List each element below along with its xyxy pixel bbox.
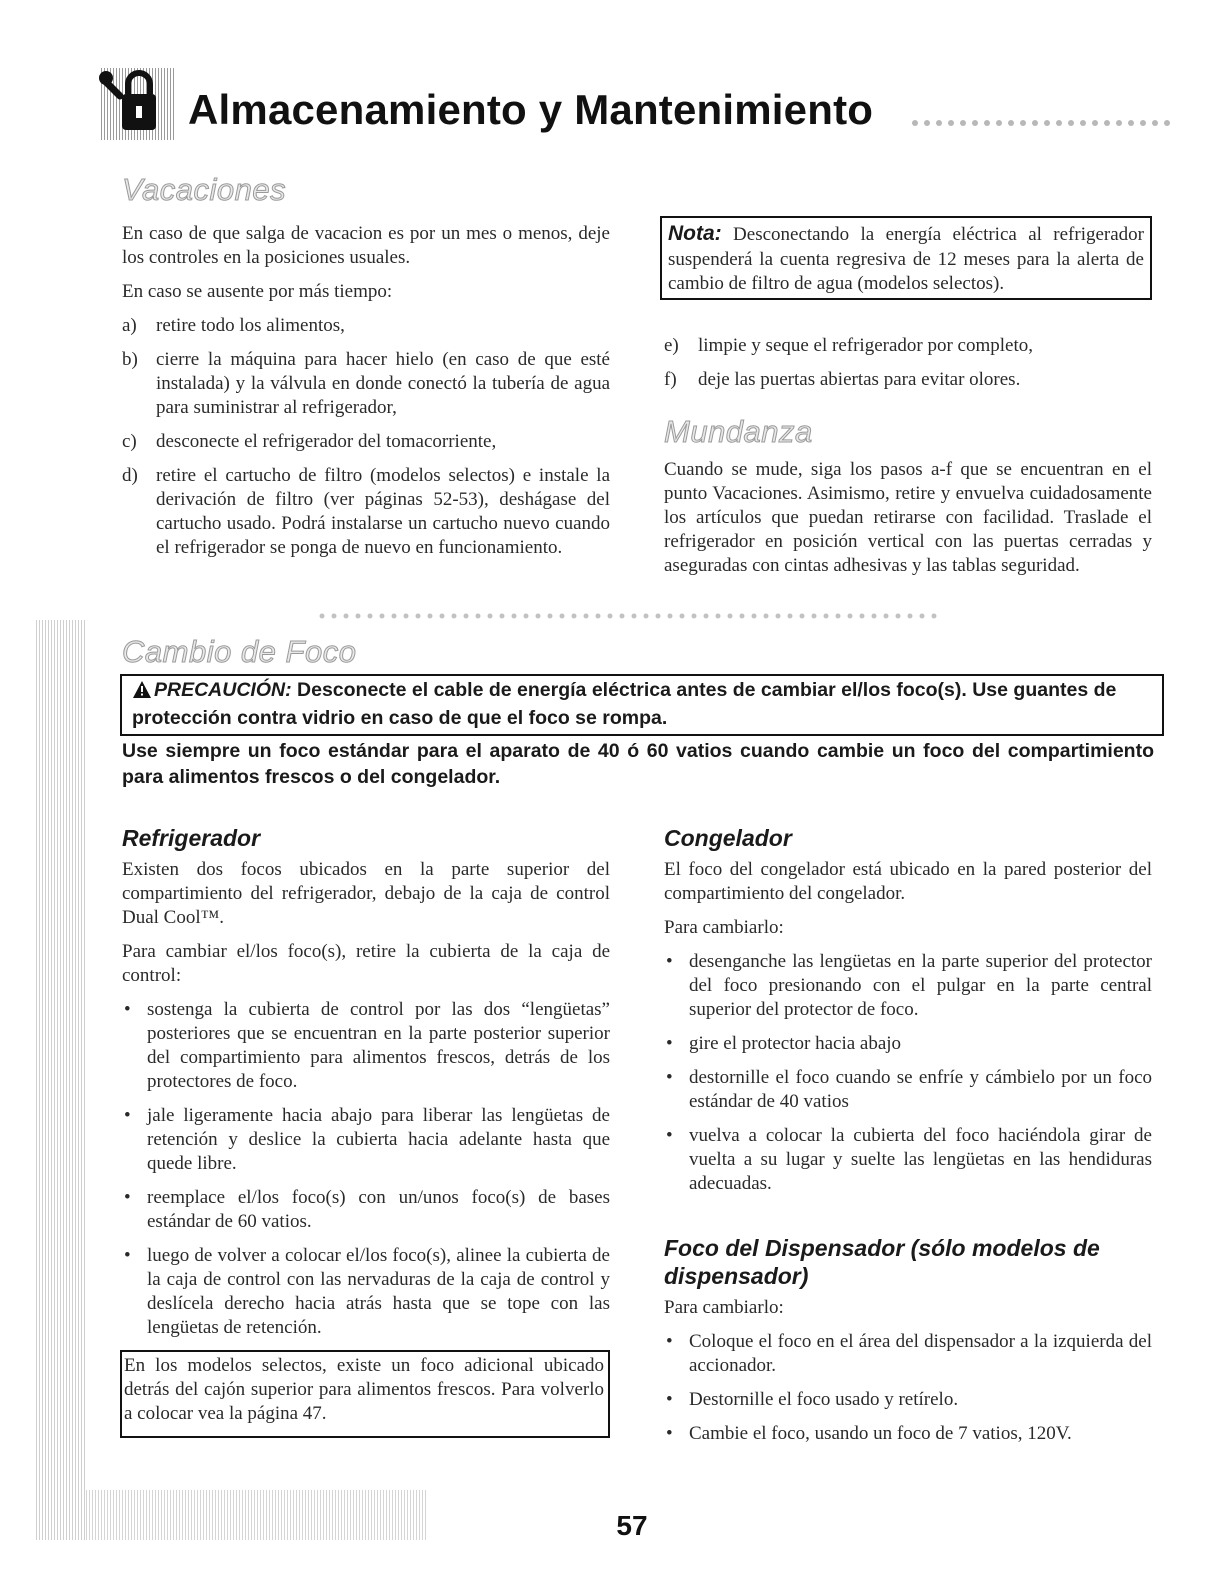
vacaciones-heading: Vacaciones xyxy=(122,172,287,207)
bullet-icon: • xyxy=(666,1389,673,1410)
bullet-icon: • xyxy=(666,1067,673,1088)
list-item-text: desenganche las lengüetas en la parte superior del protector del foco presionando con el pulgar en la parte central superior del protector de foco. xyxy=(689,951,1152,1020)
list-item xyxy=(122,1104,610,1176)
dispensador-bullets xyxy=(664,1330,1152,1446)
list-item xyxy=(664,1032,1152,1056)
list-item-text: retire el cartucho de filtro (modelos selectos) e instale la derivación de filtro (ver páginas 52-53), deshágase del cartucho usado. Podrá instalarse un cartucho nuevo cuando el refrigerador se ponga de nuevo en funcionamiento. xyxy=(156,465,610,558)
list-marker: e) xyxy=(664,335,679,356)
list-marker: d) xyxy=(122,465,138,486)
list-item-text: jale ligeramente hacia abajo para liberar las lengüetas de retención y deslice la cubierta hacia adelante hasta que quede libre. xyxy=(147,1105,610,1174)
refrigerador-column xyxy=(122,858,610,1438)
list-marker: f) xyxy=(664,369,677,390)
vacaciones-paragraph-2: En caso se ausente por más tiempo: xyxy=(122,281,393,302)
caution-label: PRECAUCIÓN: xyxy=(154,679,292,701)
list-item xyxy=(122,430,610,454)
sidebar-decoration xyxy=(36,620,86,1540)
list-marker: c) xyxy=(122,431,137,452)
list-item-text: deje las puertas abiertas para evitar olores. xyxy=(698,369,1021,390)
title-dot-leader xyxy=(910,116,1172,128)
list-item xyxy=(122,464,610,560)
refrigerador-note-box: En los modelos selectos, existe un foco adicional ubicado detrás del cajón superior para alimentos frescos. Para volverlo a colocar vea la página 47. xyxy=(120,1350,610,1438)
note-box xyxy=(660,216,1152,300)
list-item xyxy=(664,1388,1152,1412)
list-item xyxy=(664,368,1152,392)
bullet-icon: • xyxy=(124,999,131,1020)
cambio-foco-bold-text: Use siempre un foco estándar para el aparato de 40 ó 60 vatios cuando cambie un foco del compartimiento para alimentos frescos o del congelador. xyxy=(122,740,1154,788)
dispensador-paragraph-1: Para cambiarlo: xyxy=(664,1297,784,1318)
bullet-icon: • xyxy=(124,1105,131,1126)
dispensador-column xyxy=(664,1296,1152,1456)
vacaciones-left-column xyxy=(122,222,610,570)
bullet-icon: • xyxy=(666,1125,673,1146)
bullet-icon: • xyxy=(666,1033,673,1054)
list-item-text: vuelva a colocar la cubierta del foco haciéndola girar de vuelta a su lugar y suelte las lengüetas en las hendiduras adecuadas. xyxy=(689,1125,1152,1194)
congelador-heading: Congelador xyxy=(664,825,792,851)
list-item xyxy=(122,998,610,1094)
wrench-lock-icon xyxy=(98,66,176,142)
cambio-foco-heading: Cambio de Foco xyxy=(122,634,357,669)
vacaciones-list-right xyxy=(664,334,1152,392)
congelador-paragraph-2: Para cambiarlo: xyxy=(664,917,784,938)
congelador-paragraph-1: El foco del congelador está ubicado en la pared posterior del compartimiento del congelador. xyxy=(664,859,1152,904)
list-item xyxy=(664,1422,1152,1446)
list-item xyxy=(664,950,1152,1022)
bullet-icon: • xyxy=(666,951,673,972)
warning-triangle-icon xyxy=(132,680,154,706)
page-number: 57 xyxy=(616,1510,648,1541)
vacaciones-list-left xyxy=(122,314,610,560)
dispensador-heading: Foco del Dispensador (sólo modelos de dispensador) xyxy=(664,1235,1100,1289)
list-item xyxy=(122,348,610,420)
congelador-bullets xyxy=(664,950,1152,1196)
list-item-text: sostenga la cubierta de control por las dos “lengüetas” posteriores que se encuentran en la parte posterior superior del compartimiento para alimentos frescos, detrás de los protectores de foco. xyxy=(147,999,610,1092)
list-item xyxy=(122,1186,610,1234)
list-marker: b) xyxy=(122,349,138,370)
list-item xyxy=(664,1124,1152,1196)
note-text: Desconectando la energía eléctrica al refrigerador suspenderá la cuenta regresiva de 12 meses para la alerta de cambio de filtro de agua (modelos selectos). xyxy=(668,224,1144,294)
list-marker: a) xyxy=(122,315,137,336)
list-item-text: cierre la máquina para hacer hielo (en caso de que esté instalada) y la válvula en donde conectó la tubería de agua para suministrar al refrigerador, xyxy=(156,349,610,418)
refrigerador-paragraph-2: Para cambiar el/los foco(s), retire la cubierta de la caja de control: xyxy=(122,941,610,986)
vacaciones-right-column xyxy=(664,334,1152,402)
list-item-text: retire todo los alimentos, xyxy=(156,315,345,336)
list-item xyxy=(122,314,610,338)
footer-decoration xyxy=(86,1490,426,1540)
list-item xyxy=(122,1244,610,1340)
list-item xyxy=(664,1066,1152,1114)
vacaciones-paragraph-1: En caso de que salga de vacacion es por un mes o menos, deje los controles en la posiciones usuales. xyxy=(122,223,610,268)
refrigerador-bullets xyxy=(122,998,610,1340)
refrigerador-paragraph-1: Existen dos focos ubicados en la parte superior del compartimiento del refrigerador, debajo de la caja de control Dual Cool™. xyxy=(122,859,610,928)
bullet-icon: • xyxy=(124,1245,131,1266)
list-item-text: limpie y seque el refrigerador por completo, xyxy=(698,335,1034,356)
bullet-icon: • xyxy=(124,1187,131,1208)
list-item-text: Cambie el foco, usando un foco de 7 vatios, 120V. xyxy=(689,1423,1072,1444)
list-item-text: desconecte el refrigerador del tomacorriente, xyxy=(156,431,497,452)
refrigerador-heading: Refrigerador xyxy=(122,825,261,851)
bullet-icon: • xyxy=(666,1423,673,1444)
list-item-text: destornille el foco cuando se enfríe y cámbielo por un foco estándar de 40 vatios xyxy=(689,1067,1152,1112)
page-title: Almacenamiento y Mantenimiento xyxy=(188,86,874,133)
mudanza-heading: Mundanza xyxy=(664,414,813,449)
caution-text: Desconecte el cable de energía eléctrica antes de cambiar el/los foco(s). Use guantes de protección contra vidrio en caso de que el foco se rompa. xyxy=(132,679,1117,729)
list-item xyxy=(664,334,1152,358)
list-item-text: gire el protector hacia abajo xyxy=(689,1033,902,1054)
caution-box xyxy=(120,674,1164,736)
mudanza-text: Cuando se mude, siga los pasos a-f que se encuentran en el punto Vacaciones. Asimismo, retire y envuelva cuidadosamente los artículos que puedan retirarse con facilidad. Traslade el refrigerador en posición vertical con las puertas cerradas y aseguradas con cintas adhesivas y las tablas seguridad. xyxy=(664,459,1152,576)
list-item-text: luego de volver a colocar el/los foco(s), alinee la cubierta de la caja de control con las nervaduras de la caja de control y deslícela derecho hacia atrás hasta que se tope con las lengüetas de retención. xyxy=(147,1245,610,1338)
list-item-text: Destornille el foco usado y retírelo. xyxy=(689,1389,959,1410)
note-label: Nota: xyxy=(668,222,722,245)
list-item-text: Coloque el foco en el área del dispensador a la izquierda del accionador. xyxy=(689,1331,1152,1376)
section-divider xyxy=(318,608,938,618)
congelador-column xyxy=(664,858,1152,1206)
bullet-icon: • xyxy=(666,1331,673,1352)
list-item-text: reemplace el/los foco(s) con un/unos foco(s) de bases estándar de 60 vatios. xyxy=(147,1187,610,1232)
list-item xyxy=(664,1330,1152,1378)
